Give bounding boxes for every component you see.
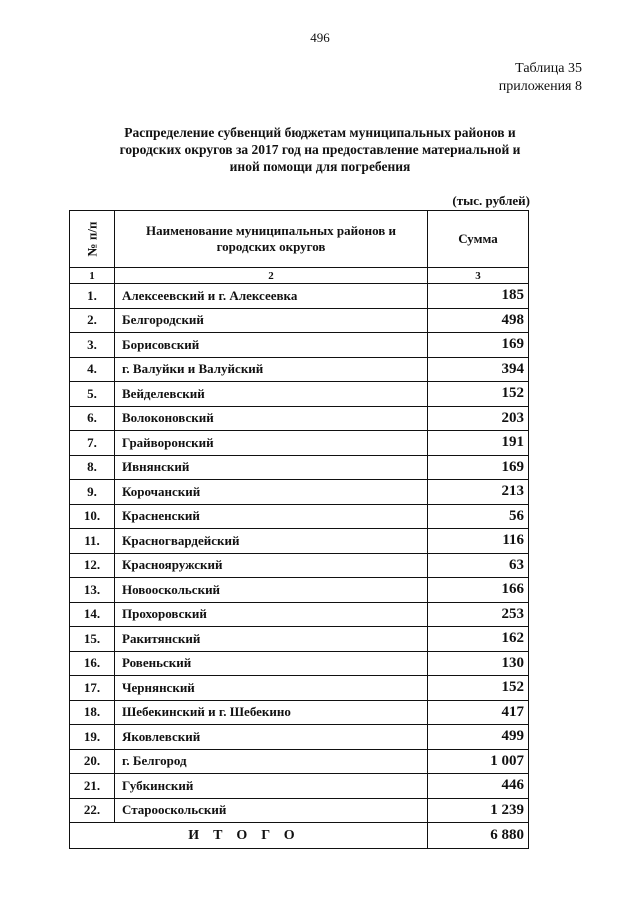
row-name: г. Валуйки и Валуйский xyxy=(115,357,428,382)
document-title-line3: иной помощи для погребения xyxy=(229,159,411,174)
document-title-line1: Распределение субвенций бюджетам муниципальных районов и xyxy=(124,125,516,140)
row-name: Грайворонский xyxy=(115,431,428,456)
row-name: Красногвардейский xyxy=(115,529,428,554)
header-number-text: № п/п xyxy=(84,221,99,257)
row-name: Прохоровский xyxy=(115,602,428,627)
table-row xyxy=(70,725,529,750)
table-row xyxy=(70,455,529,480)
column-number-row xyxy=(70,268,529,284)
row-sum: 169 xyxy=(428,333,529,358)
table-row xyxy=(70,749,529,774)
row-number: 15. xyxy=(70,627,115,652)
row-sum: 162 xyxy=(428,627,529,652)
row-number: 11. xyxy=(70,529,115,554)
table-row xyxy=(70,480,529,505)
units-label: (тыс. рублей) xyxy=(452,193,530,208)
table-row xyxy=(70,529,529,554)
table-row xyxy=(70,357,529,382)
row-sum: 191 xyxy=(428,431,529,456)
row-number: 13. xyxy=(70,578,115,603)
row-name: Губкинский xyxy=(115,774,428,799)
table-reference-line1: Таблица 35 xyxy=(515,61,582,76)
table-row xyxy=(70,308,529,333)
row-sum: 116 xyxy=(428,529,529,554)
table-reference xyxy=(499,60,582,96)
subventions-table xyxy=(69,210,529,849)
column-number-2: 2 xyxy=(115,268,428,284)
row-name: Алексеевский и г. Алексеевка xyxy=(115,284,428,309)
table-row xyxy=(70,284,529,309)
table-reference-line2: приложения 8 xyxy=(498,79,582,94)
row-name: Красненский xyxy=(115,504,428,529)
table-row xyxy=(70,382,529,407)
row-name: Чернянский xyxy=(115,676,428,701)
row-number: 20. xyxy=(70,749,115,774)
header-name: Наименование муниципальных районов и городских округов xyxy=(115,211,428,268)
row-number: 1. xyxy=(70,284,115,309)
page-number: 496 xyxy=(310,30,330,45)
row-sum: 498 xyxy=(428,308,529,333)
row-sum: 169 xyxy=(428,455,529,480)
row-number: 3. xyxy=(70,333,115,358)
row-sum: 446 xyxy=(428,774,529,799)
row-name: Старооскольский xyxy=(115,798,428,823)
row-sum: 63 xyxy=(428,553,529,578)
row-name: Шебекинский и г. Шебекино xyxy=(115,700,428,725)
row-name: Ровеньский xyxy=(115,651,428,676)
column-number-3: 3 xyxy=(428,268,529,284)
document-title xyxy=(60,124,580,175)
table-row xyxy=(70,627,529,652)
table-row xyxy=(70,406,529,431)
row-name: Новооскольский xyxy=(115,578,428,603)
row-number: 2. xyxy=(70,308,115,333)
row-number: 22. xyxy=(70,798,115,823)
table-row xyxy=(70,602,529,627)
row-name: Белгородский xyxy=(115,308,428,333)
row-number: 17. xyxy=(70,676,115,701)
row-sum: 166 xyxy=(428,578,529,603)
row-sum: 417 xyxy=(428,700,529,725)
row-sum: 152 xyxy=(428,382,529,407)
row-number: 5. xyxy=(70,382,115,407)
table-row xyxy=(70,431,529,456)
header-number xyxy=(70,211,115,268)
header-sum: Сумма xyxy=(428,211,529,268)
row-number: 21. xyxy=(70,774,115,799)
row-name: Ивнянский xyxy=(115,455,428,480)
row-name: Волоконовский xyxy=(115,406,428,431)
row-number: 8. xyxy=(70,455,115,480)
row-sum: 1 239 xyxy=(428,798,529,823)
row-name: Борисовский xyxy=(115,333,428,358)
row-name: г. Белгород xyxy=(115,749,428,774)
total-label: ИТОГО xyxy=(70,823,428,849)
document-title-line2: городских округов за 2017 год на предоставление материальной и xyxy=(119,142,521,157)
row-number: 10. xyxy=(70,504,115,529)
row-sum: 394 xyxy=(428,357,529,382)
row-sum: 130 xyxy=(428,651,529,676)
total-row xyxy=(70,823,529,849)
table-row xyxy=(70,651,529,676)
row-number: 4. xyxy=(70,357,115,382)
table-row xyxy=(70,798,529,823)
total-sum: 6 880 xyxy=(428,823,529,849)
row-sum: 213 xyxy=(428,480,529,505)
row-sum: 253 xyxy=(428,602,529,627)
row-number: 6. xyxy=(70,406,115,431)
row-number: 18. xyxy=(70,700,115,725)
row-sum: 203 xyxy=(428,406,529,431)
row-number: 9. xyxy=(70,480,115,505)
row-sum: 152 xyxy=(428,676,529,701)
row-name: Вейделевский xyxy=(115,382,428,407)
header-row xyxy=(70,211,529,268)
table-row xyxy=(70,553,529,578)
row-number: 14. xyxy=(70,602,115,627)
row-number: 16. xyxy=(70,651,115,676)
column-number-1: 1 xyxy=(70,268,115,284)
table-row xyxy=(70,504,529,529)
table-row xyxy=(70,700,529,725)
table-row xyxy=(70,333,529,358)
table-row xyxy=(70,676,529,701)
table-row xyxy=(70,578,529,603)
row-name: Корочанский xyxy=(115,480,428,505)
table-row xyxy=(70,774,529,799)
row-sum: 1 007 xyxy=(428,749,529,774)
row-sum: 56 xyxy=(428,504,529,529)
table-body xyxy=(70,268,529,849)
row-number: 12. xyxy=(70,553,115,578)
row-sum: 499 xyxy=(428,725,529,750)
row-name: Краснояружский xyxy=(115,553,428,578)
row-name: Яковлевский xyxy=(115,725,428,750)
row-name: Ракитянский xyxy=(115,627,428,652)
row-number: 19. xyxy=(70,725,115,750)
row-number: 7. xyxy=(70,431,115,456)
row-sum: 185 xyxy=(428,284,529,309)
